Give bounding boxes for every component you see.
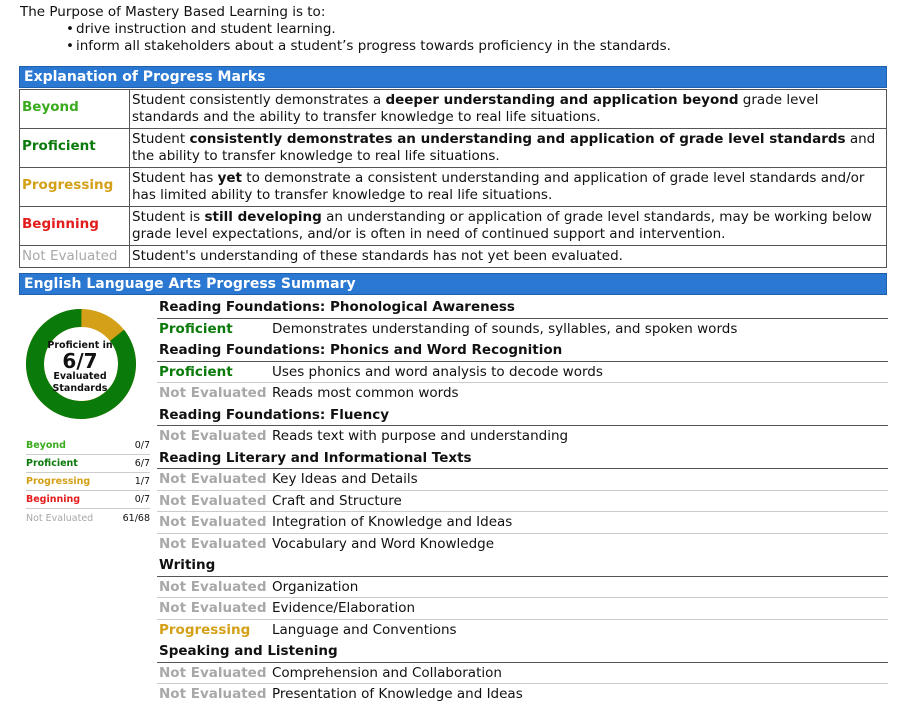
mark-name: Progressing: [20, 168, 130, 207]
description-emphasis: consistently demonstrates an understanding and application of grade level standards: [189, 131, 846, 147]
proficiency-donut: [26, 302, 136, 426]
description-text: Student has: [132, 170, 218, 186]
standard-mark: Not Evaluated: [159, 600, 267, 616]
legend-label: Beyond: [26, 440, 66, 451]
standard-row: [157, 426, 888, 448]
standard-text: Evidence/Elaboration: [272, 600, 416, 616]
legend-count: 0/7: [134, 440, 150, 451]
donut-line3b: Standards: [52, 383, 108, 394]
intro-bullets: [76, 21, 671, 55]
progress-marks-table: [19, 89, 887, 268]
intro-bullet: • drive instruction and student learning.: [76, 21, 671, 38]
mark-row: [20, 207, 887, 246]
description-text: Student is: [132, 209, 205, 225]
mark-description: [130, 207, 887, 246]
legend-row: [26, 509, 150, 527]
mark-row: [20, 129, 887, 168]
standard-row: [157, 598, 888, 620]
standard-text: Reads text with purpose and understanding: [272, 428, 569, 444]
standard-row: [157, 684, 888, 706]
standard-text: Key Ideas and Details: [272, 471, 418, 487]
standard-mark: Not Evaluated: [159, 578, 267, 595]
mark-description: [130, 246, 887, 268]
standard-mark: Proficient: [159, 363, 233, 380]
legend-label: Progressing: [26, 476, 91, 487]
description-text: an understanding or application of grade level standards, may be working below grade level expectations, and/or is often in need of continued support and intervention.: [132, 209, 872, 242]
explanation-header: Explanation of Progress Marks: [19, 66, 887, 88]
mark-description: [130, 168, 887, 207]
legend-label: Proficient: [26, 458, 78, 469]
standard-row: [157, 663, 888, 685]
intro-bullet: • inform all stakeholders about a student’s progress towards proficiency in the standards.: [76, 38, 671, 55]
mark-name: Beginning: [20, 207, 130, 246]
standard-text: Organization: [272, 578, 359, 595]
domain-title: Reading Foundations: Phonics and Word Recognition: [157, 340, 888, 362]
intro: [20, 4, 671, 55]
standard-row: [157, 469, 888, 491]
description-emphasis: deeper understanding and application beyond: [385, 92, 739, 108]
legend-row: [26, 455, 150, 473]
mark-row: [20, 90, 887, 129]
legend-count: 1/7: [134, 476, 150, 487]
standard-row: [157, 620, 888, 642]
standard-mark: Progressing: [159, 621, 251, 638]
domain-title: Reading Foundations: Phonological Awareness: [157, 297, 888, 319]
standard-text: Integration of Knowledge and Ideas: [272, 514, 513, 530]
domain-title: Reading Foundations: Fluency: [157, 405, 888, 427]
standard-text: Language and Conventions: [272, 621, 457, 638]
intro-heading: The Purpose of Mastery Based Learning is to:: [20, 4, 326, 20]
standard-text: Demonstrates understanding of sounds, syllables, and spoken words: [272, 320, 738, 337]
legend-count: 0/7: [134, 494, 150, 505]
legend-label: Beginning: [26, 494, 81, 505]
standard-row: [157, 491, 888, 513]
standard-row: [157, 534, 888, 556]
standard-mark: Not Evaluated: [159, 428, 267, 444]
standard-row: [157, 319, 888, 341]
mark-name: Proficient: [20, 129, 130, 168]
description-text: Student consistently demonstrates a: [132, 92, 386, 108]
domain-title: Speaking and Listening: [157, 641, 888, 663]
standard-mark: Not Evaluated: [159, 686, 267, 702]
standard-row: [157, 577, 888, 599]
description-text: grade level standards and the ability to transfer knowledge to real life situations.: [132, 92, 819, 125]
mark-description: [130, 90, 887, 129]
domain-title: Reading Literary and Informational Texts: [157, 448, 888, 470]
legend-row: [26, 437, 150, 455]
donut-line3: [20, 371, 140, 395]
donut-line3a: Evaluated: [53, 371, 107, 382]
standard-mark: Not Evaluated: [159, 664, 267, 681]
description-text: to demonstrate a consistent understanding and application of grade level standards and/or has limited ability to transfer knowledge to real life situations.: [132, 170, 865, 203]
mark-row: [20, 168, 887, 207]
standard-row: [157, 383, 888, 405]
mark-description: [130, 129, 887, 168]
standard-text: Uses phonics and word analysis to decode words: [272, 363, 603, 380]
standard-row: [157, 362, 888, 384]
domain-title: Writing: [157, 555, 888, 577]
standard-text: Vocabulary and Word Knowledge: [272, 535, 495, 552]
description-text: and the ability to transfer knowledge to real life situations.: [132, 131, 876, 164]
standard-mark: Not Evaluated: [159, 471, 267, 487]
standard-row: [157, 512, 888, 534]
description-text: Student: [132, 131, 190, 147]
standard-mark: Not Evaluated: [159, 535, 267, 552]
standard-mark: Not Evaluated: [159, 385, 267, 401]
donut-fraction: 6/7: [62, 349, 98, 373]
standard-mark: Not Evaluated: [159, 514, 267, 530]
description-text: Student's understanding of these standards has not yet been evaluated.: [132, 248, 623, 264]
standard-text: Presentation of Knowledge and Ideas: [272, 686, 523, 702]
legend-label: Not Evaluated: [26, 512, 94, 524]
standards-summary: [157, 297, 888, 706]
summary-header: English Language Arts Progress Summary: [19, 273, 887, 295]
description-emphasis: still developing: [204, 209, 322, 225]
mark-name: Beyond: [20, 90, 130, 129]
standard-text: Comprehension and Collaboration: [272, 664, 502, 681]
standard-mark: Proficient: [159, 320, 233, 337]
progress-legend: [26, 437, 150, 527]
legend-row: [26, 491, 150, 509]
description-emphasis: yet: [217, 170, 243, 186]
standard-text: Reads most common words: [272, 385, 459, 401]
standard-mark: Not Evaluated: [159, 492, 267, 509]
mark-row: [20, 246, 887, 268]
legend-count: 61/68: [122, 512, 150, 524]
donut-line1: Proficient in: [47, 340, 113, 351]
mark-name: Not Evaluated: [20, 246, 130, 268]
legend-row: [26, 473, 150, 491]
standard-text: Craft and Structure: [272, 492, 402, 509]
legend-count: 6/7: [134, 458, 150, 469]
